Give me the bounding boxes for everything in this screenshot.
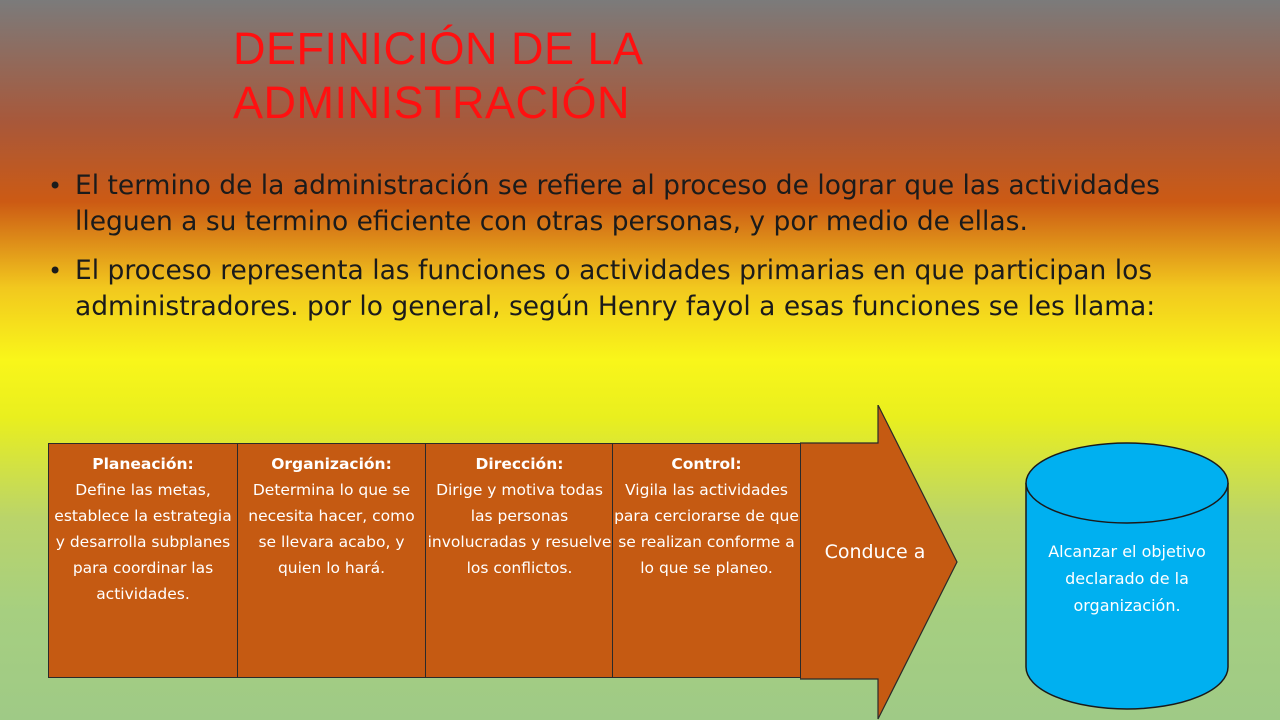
bullet-list xyxy=(48,168,1228,338)
bullet-icon: • xyxy=(48,172,63,200)
bullet-item xyxy=(48,253,1228,325)
function-box-organizacion xyxy=(237,443,426,678)
function-heading: Control: xyxy=(671,455,742,473)
function-description: Determina lo que se necesita hacer, como se llevara acabo, y quien lo hará. xyxy=(248,481,415,577)
title-line-1: DEFINICIÓN DE LA xyxy=(233,23,644,74)
slide-title xyxy=(233,22,644,130)
bullet-item xyxy=(48,168,1228,240)
title-line-2: ADMINISTRACIÓN xyxy=(233,77,631,128)
function-box-planeacion xyxy=(48,443,238,678)
function-heading: Dirección: xyxy=(475,455,564,473)
function-description: Define las metas, establece la estrategia y desarrolla subplanes para coordinar las actividades. xyxy=(54,481,232,603)
goal-label: Alcanzar el objetivo declarado de la organización. xyxy=(1048,542,1206,615)
bullet-text-definition: El termino de la administración se refiere al proceso de lograr que las actividades lleguen a su termino eficiente con otras personas, y por medio de ellas. xyxy=(75,170,1160,237)
function-description: Vigila las actividades para cerciorarse de que se realizan conforme a lo que se planeo. xyxy=(614,481,799,577)
function-box-control xyxy=(612,443,801,678)
function-description: Dirige y motiva todas las personas involucradas y resuelve los conflictos. xyxy=(427,481,612,577)
function-heading: Organización: xyxy=(271,455,392,473)
function-heading: Planeación: xyxy=(92,455,194,473)
arrow-label: Conduce a xyxy=(824,541,926,563)
bullet-icon: • xyxy=(48,257,63,285)
function-box-direccion xyxy=(425,443,614,678)
bullet-text-process: El proceso representa las funciones o actividades primarias en que participan los administradores. por lo general, según Henry fayol a esas funciones se les llama: xyxy=(75,255,1156,322)
